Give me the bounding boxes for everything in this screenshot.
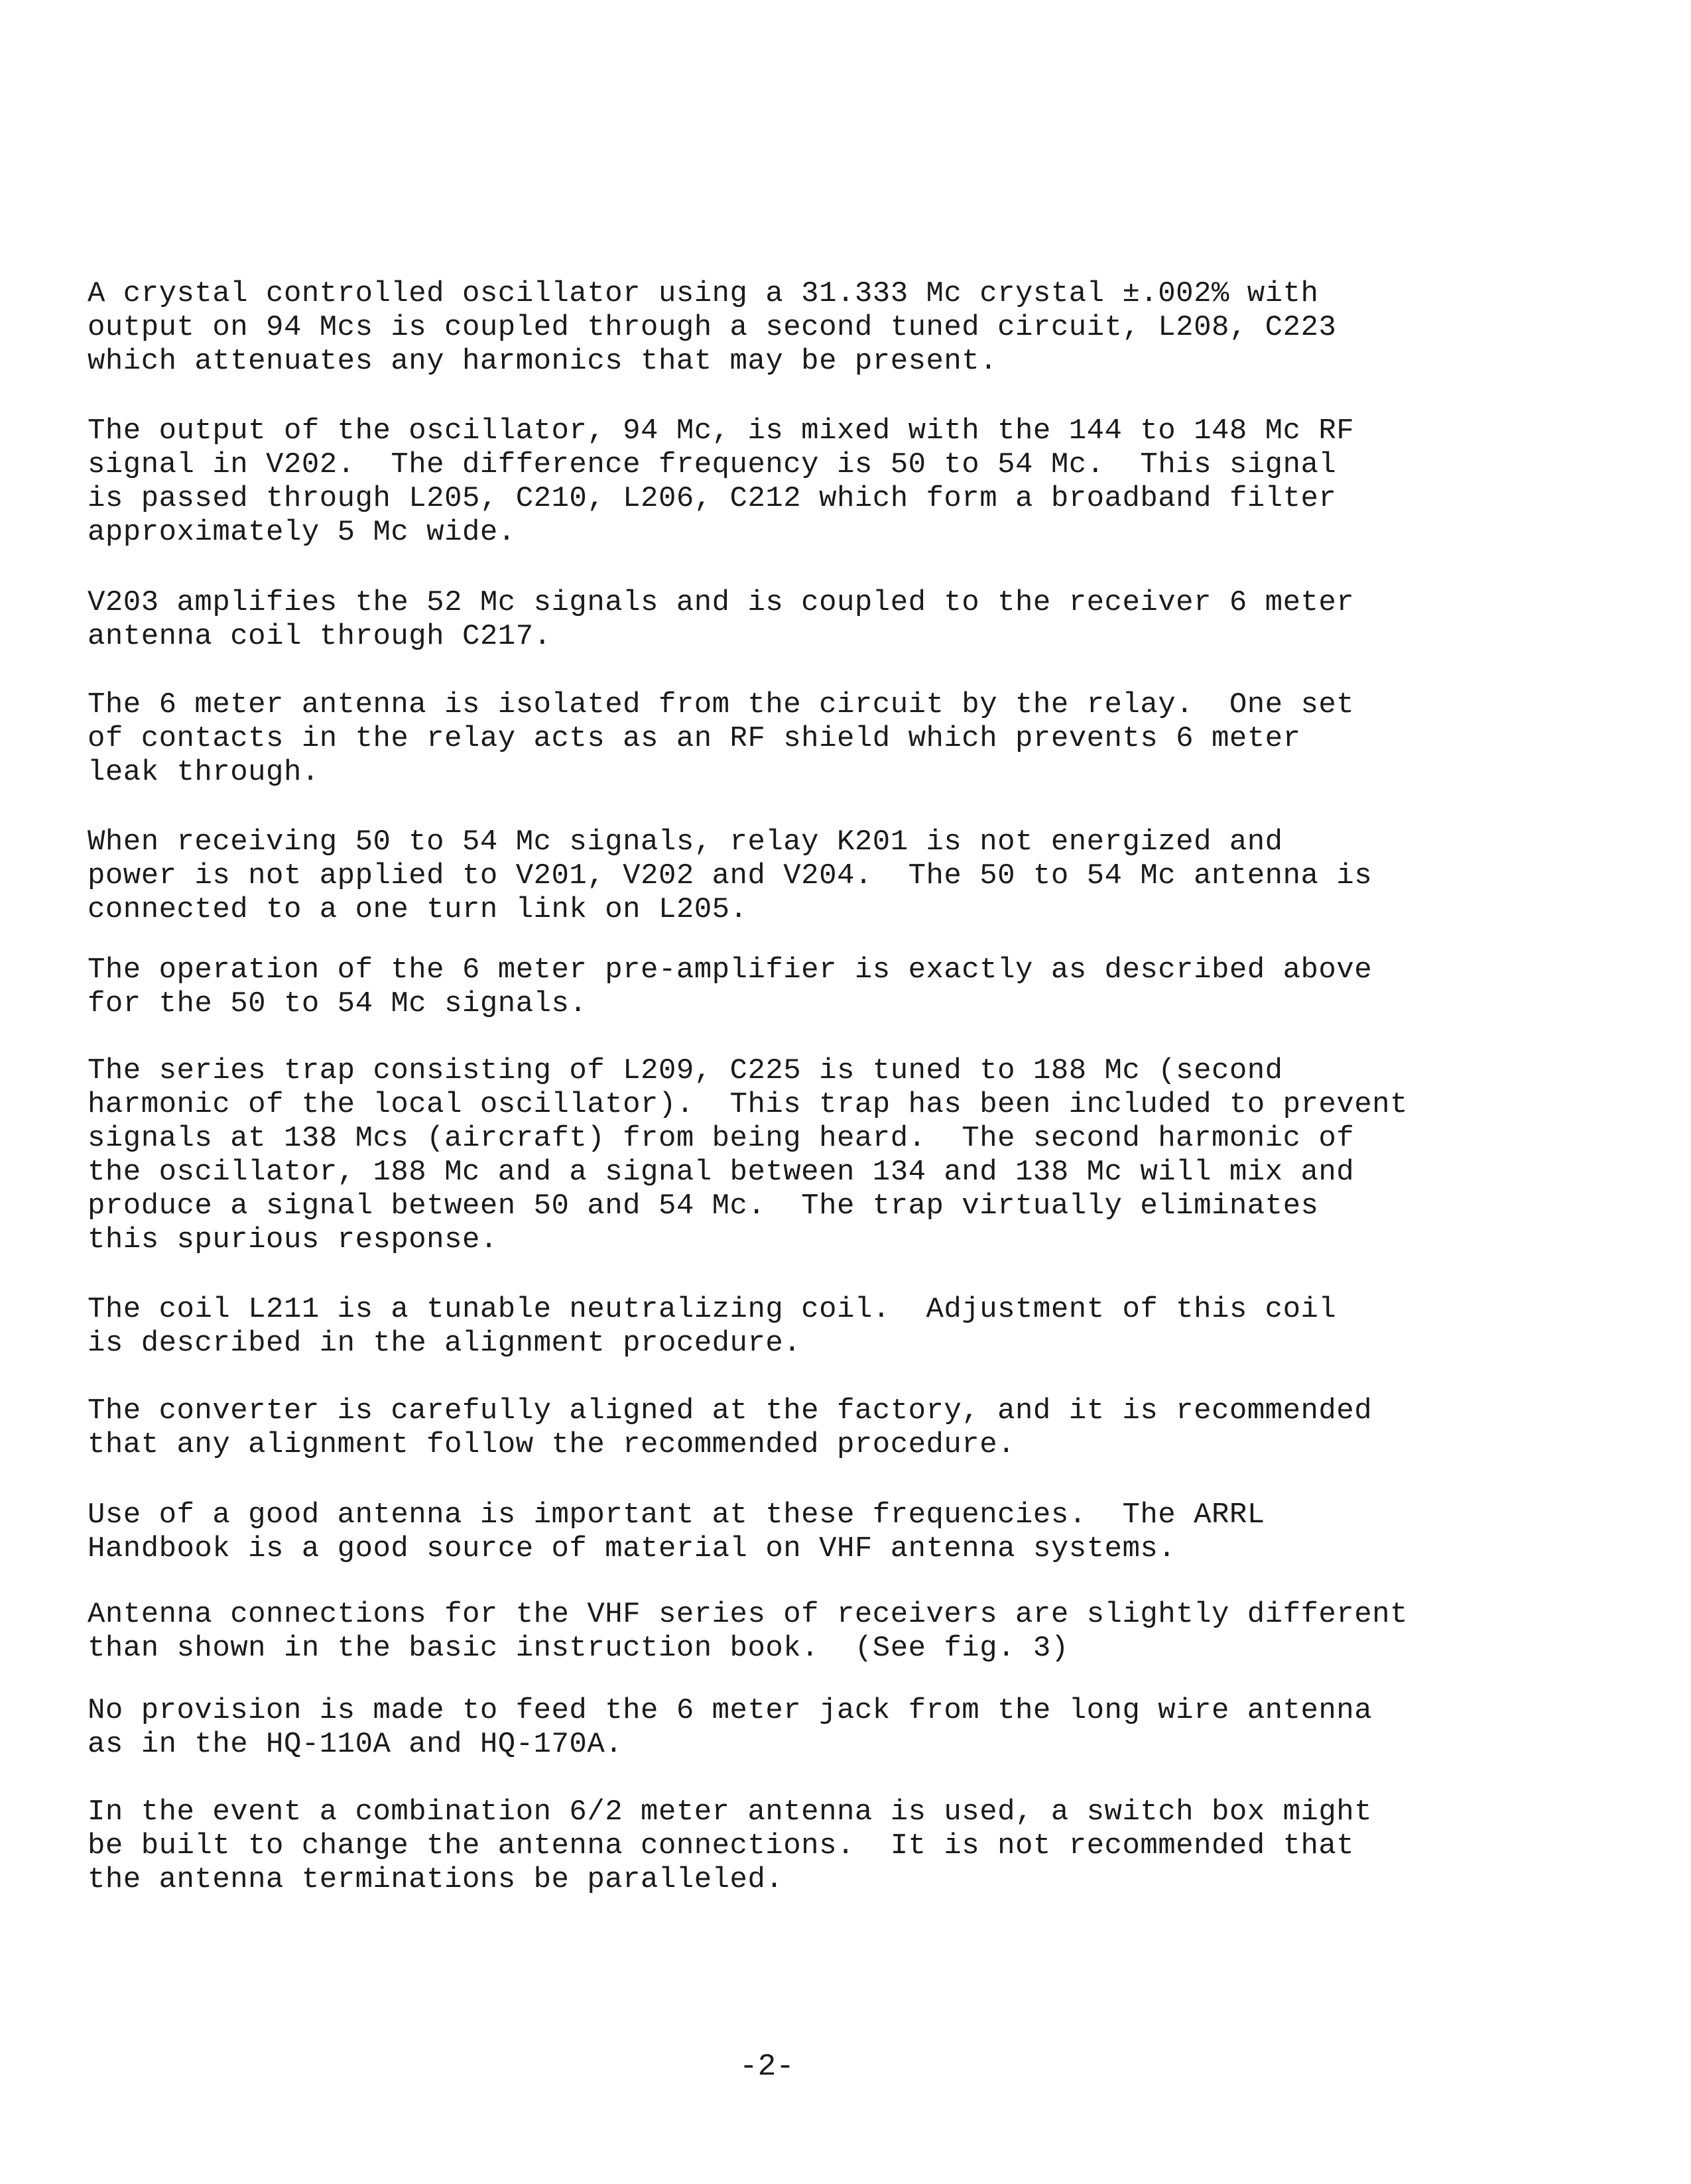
paragraph-coil-l211: The coil L211 is a tunable neutralizing coil. Adjustment of this coil is described in the alignment procedure. xyxy=(88,1293,1337,1360)
paragraph-oscillator-output: The output of the oscillator, 94 Mc, is mixed with the 144 to 148 Mc RF signal in V202. The difference frequency is 50 to 54 Mc. This signal is passed through L205, C210, L206, C212 which form a broadband filter approximately 5 Mc wide. xyxy=(88,414,1355,549)
paragraph-antenna-connections: Antenna connections for the VHF series of receivers are slightly different than shown in the basic instruction book. (See fig. 3) xyxy=(88,1598,1408,1665)
paragraph-6-meter-antenna: The 6 meter antenna is isolated from the circuit by the relay. One set of contacts in the relay acts as an RF shield which prevents 6 meter leak through. xyxy=(88,688,1355,789)
paragraph-receiving-signals: When receiving 50 to 54 Mc signals, relay K201 is not energized and power is not applied to V201, V202 and V204. The 50 to 54 Mc antenna is connected to a one turn link on L205. xyxy=(88,825,1373,926)
paragraph-pre-amplifier: The operation of the 6 meter pre-amplifier is exactly as described above for the 50 to 54 Mc signals. xyxy=(88,953,1373,1020)
paragraph-v203-amplifier: V203 amplifies the 52 Mc signals and is coupled to the receiver 6 meter antenna coil through C217. xyxy=(88,586,1355,653)
paragraph-no-provision: No provision is made to feed the 6 meter jack from the long wire antenna as in the HQ-110A and HQ-170A. xyxy=(88,1694,1373,1761)
paragraph-converter-alignment: The converter is carefully aligned at the factory, and it is recommended that any alignment follow the recommended procedure. xyxy=(88,1394,1373,1461)
paragraph-series-trap: The series trap consisting of L209, C225 is tuned to 188 Mc (second harmonic of the local oscillator). This trap has been included to prevent signals at 138 Mcs (aircraft) from being heard. The second harmonic of the oscillator, 188 Mc and a signal between 134 and 138 Mc will mix and produce a signal between 50 and 54 Mc. The trap virtually eliminates this spurious response. xyxy=(88,1054,1408,1256)
paragraph-crystal-oscillator: A crystal controlled oscillator using a 31.333 Mc crystal ±.002% with output on 94 Mcs is coupled through a second tuned circuit, L208, C223 which attenuates any harmonics that may be present. xyxy=(88,277,1337,378)
paragraph-good-antenna: Use of a good antenna is important at these frequencies. The ARRL Handbook is a good source of material on VHF antenna systems. xyxy=(88,1498,1265,1565)
paragraph-combination-antenna: In the event a combination 6/2 meter antenna is used, a switch box might be built to change the antenna connections. It is not recommended that the antenna terminations be paralleled. xyxy=(88,1795,1373,1896)
page-number: -2- xyxy=(739,2049,794,2084)
